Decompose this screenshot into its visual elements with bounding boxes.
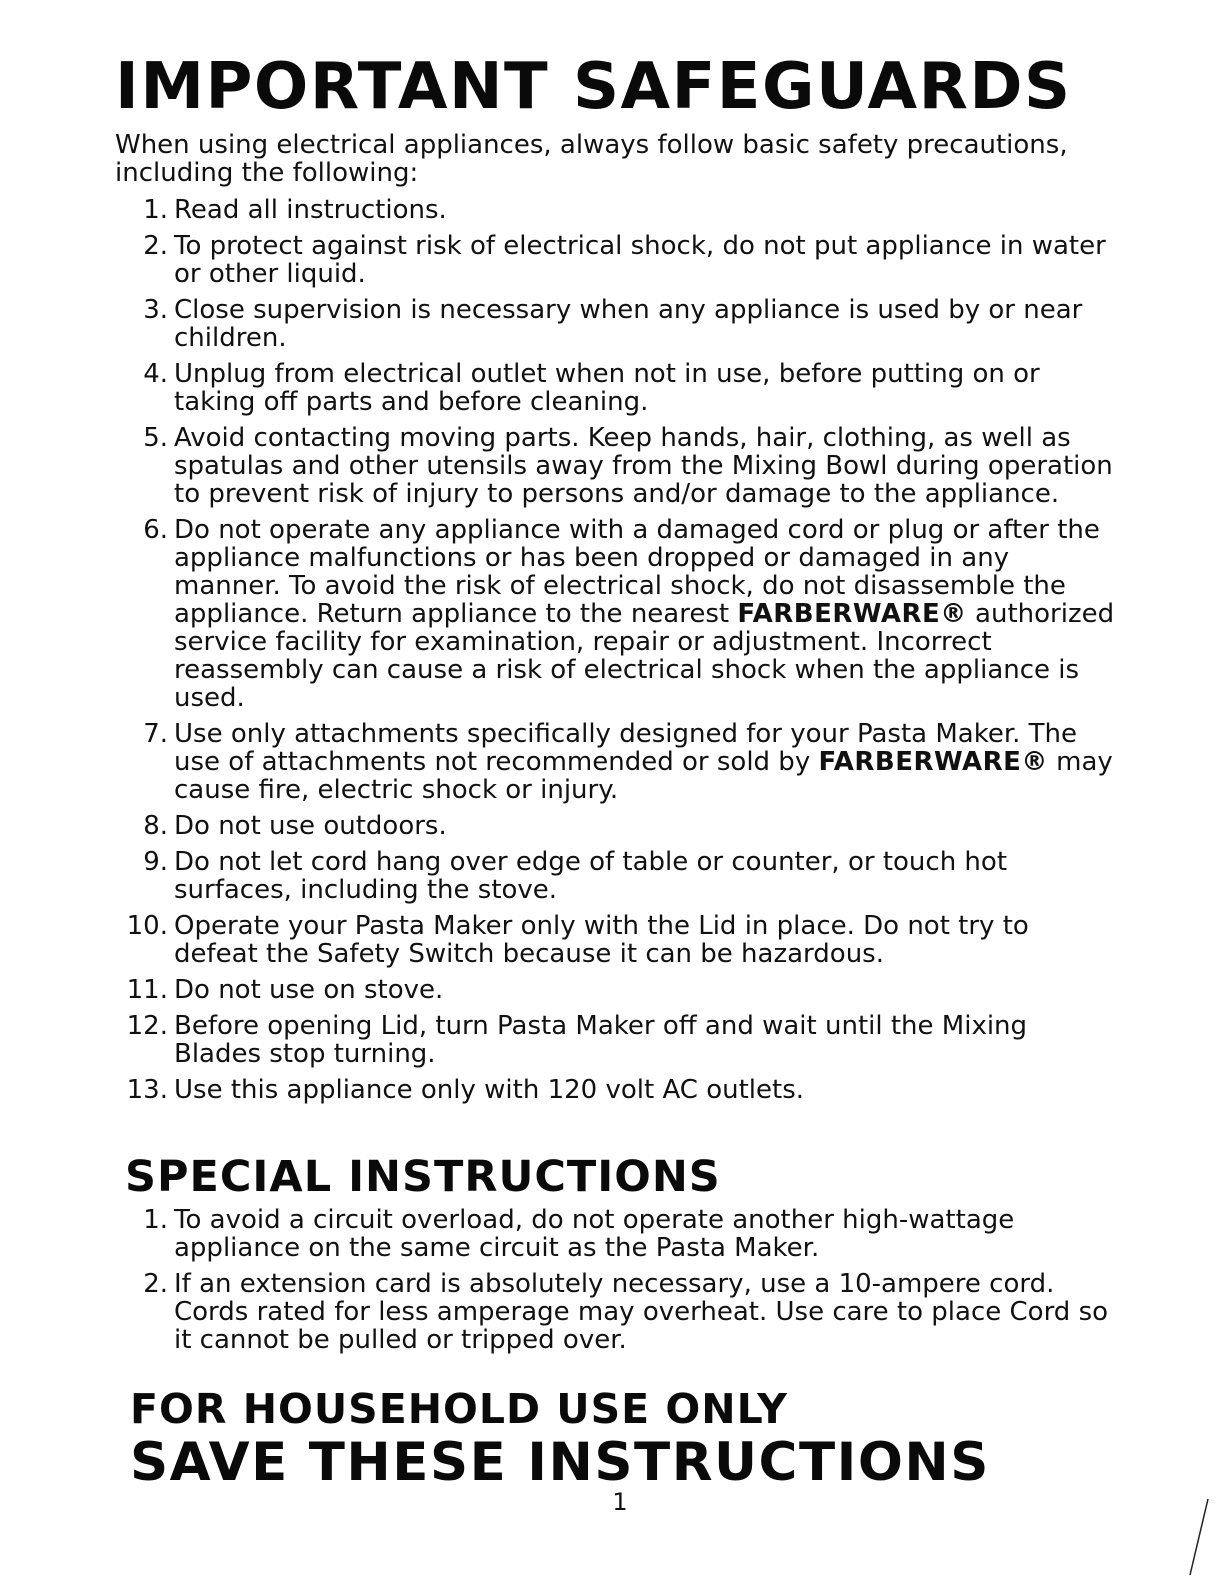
safeguards-list	[0, 196, 1120, 1112]
item-number: 1.	[143, 195, 168, 225]
list-item	[0, 424, 1120, 508]
item-text-before: Do not operate any appliance with a damaged cord or plug or after the appliance malfunctions or has been dropped or damaged in any manner. To avoid the risk of electrical shock, do not disassemble the appliance. Return appliance to the nearest	[174, 515, 1100, 629]
item-text: To protect against risk of electrical shock, do not put appliance in water or other liquid.	[174, 231, 1106, 289]
item-text	[174, 516, 1119, 712]
list-item	[0, 912, 1120, 968]
item-text: Do not let cord hang over edge of table or counter, or touch hot surfaces, including the stove.	[174, 847, 1008, 905]
list-item	[0, 1206, 1120, 1262]
item-number: 2.	[143, 1269, 168, 1299]
item-number: 2.	[143, 231, 168, 261]
page-title: IMPORTANT SAFEGUARDS	[115, 50, 1072, 124]
list-item	[0, 720, 1120, 804]
item-text: Avoid contacting moving parts. Keep hands, hair, clothing, as well as spatulas and other utensils away from the Mixing Bowl during operation to prevent risk of injury to persons and/or damage to the appliance.	[174, 423, 1113, 509]
household-use-heading: FOR HOUSEHOLD USE ONLY	[130, 1385, 789, 1433]
item-text-after: may cause fire, electric shock or injury.	[174, 747, 1113, 805]
intro-paragraph: When using electrical appliances, always follow basic safety precautions, including the following:	[115, 130, 1068, 188]
list-item	[0, 232, 1120, 288]
item-number: 5.	[143, 423, 168, 453]
item-text: Use this appliance only with 120 volt AC outlets.	[174, 1075, 805, 1105]
list-item	[0, 848, 1120, 904]
list-item	[0, 1012, 1120, 1068]
item-number: 6.	[143, 515, 168, 545]
item-number: 10.	[126, 911, 168, 941]
item-number: 3.	[143, 295, 168, 325]
scan-edge-mark	[1182, 1497, 1212, 1577]
item-text-after: authorized service facility for examination, repair or adjustment. Incorrect reassembly can cause a risk of electrical shock when the appliance is used.	[174, 599, 1115, 713]
item-number: 9.	[143, 847, 168, 877]
item-number: 13.	[126, 1075, 168, 1105]
item-number: 11.	[126, 975, 168, 1005]
list-item	[0, 360, 1120, 416]
item-text-before: Use only attachments specifically designed for your Pasta Maker. The use of attachments not recommended or sold by	[174, 719, 1078, 777]
item-number: 4.	[143, 359, 168, 389]
item-text: To avoid a circuit overload, do not operate another high-wattage appliance on the same circuit as the Pasta Maker.	[174, 1205, 1015, 1263]
item-number: 12.	[126, 1011, 168, 1041]
list-item	[0, 516, 1120, 712]
special-instructions-list	[0, 1206, 1120, 1362]
item-text: Read all instructions.	[174, 195, 447, 225]
list-item	[0, 196, 1120, 224]
item-text: Do not use on stove.	[174, 975, 444, 1005]
list-item	[0, 1270, 1120, 1354]
brand-name: FARBERWARE®	[818, 747, 1048, 777]
item-number: 7.	[143, 719, 168, 749]
item-text: Close supervision is necessary when any appliance is used by or near children.	[174, 295, 1083, 353]
item-text: Operate your Pasta Maker only with the Lid in place. Do not try to defeat the Safety Switch because it can be hazardous.	[174, 911, 1029, 969]
special-instructions-heading: SPECIAL INSTRUCTIONS	[125, 1152, 721, 1202]
item-text: Before opening Lid, turn Pasta Maker off and wait until the Mixing Blades stop turning.	[174, 1011, 1028, 1069]
item-text	[174, 720, 1119, 804]
list-item	[0, 812, 1120, 840]
save-instructions-heading: SAVE THESE INSTRUCTIONS	[130, 1432, 990, 1493]
page-number: 1	[612, 1488, 628, 1516]
item-number: 8.	[143, 811, 168, 841]
item-text: Unplug from electrical outlet when not in use, before putting on or taking off parts and before cleaning.	[174, 359, 1040, 417]
item-number: 1.	[143, 1205, 168, 1235]
item-text: If an extension card is absolutely necessary, use a 10-ampere cord. Cords rated for less amperage may overheat. Use care to place Cord so it cannot be pulled or tripped over.	[174, 1269, 1109, 1355]
list-item	[0, 976, 1120, 1004]
list-item	[0, 296, 1120, 352]
item-text: Do not use outdoors.	[174, 811, 447, 841]
list-item	[0, 1076, 1120, 1104]
brand-name: FARBERWARE®	[737, 599, 967, 629]
